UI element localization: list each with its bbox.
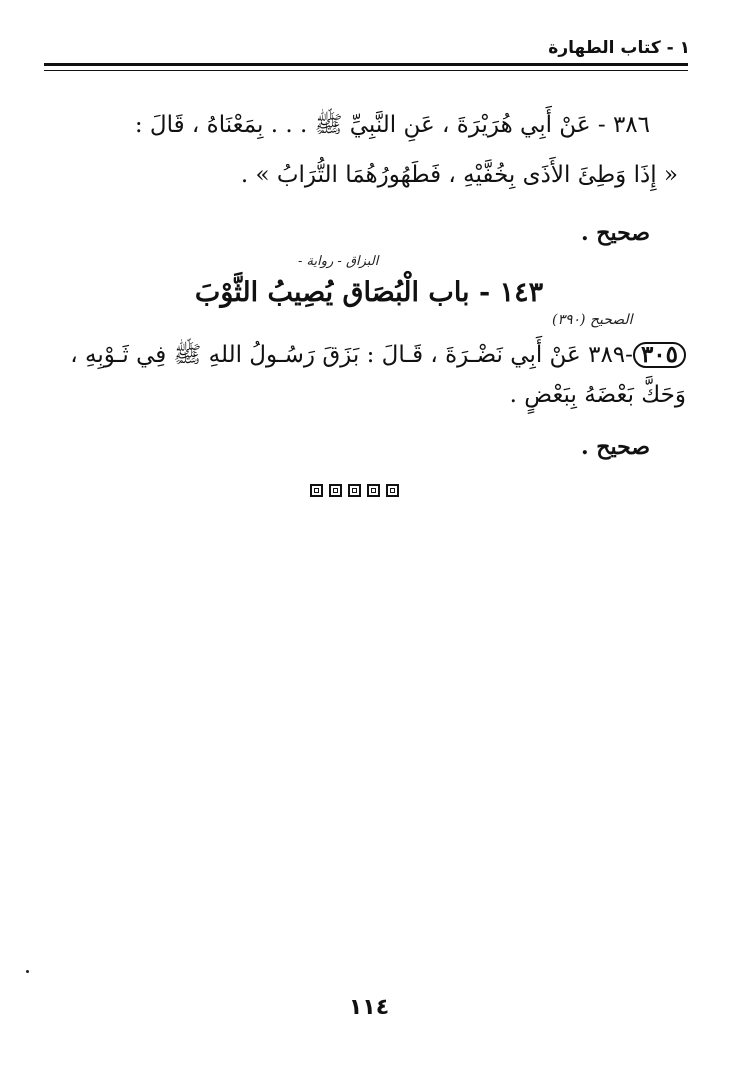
header-rule-thick — [44, 63, 688, 66]
hadith-389-line-2: وَحَكَّ بَعْضَهُ بِبَعْضٍ . — [509, 382, 686, 408]
hadith-386-line-2: « إِذَا وَطِئَ الأَذَى بِخُفَّيْهِ ، فَطَهُورُهُمَا التُّرَابُ » . — [240, 162, 678, 188]
hadith-389-circled-number: ٣٠٥ — [633, 342, 686, 368]
square-icon — [348, 484, 361, 497]
header-rule-thin — [44, 70, 688, 71]
square-icon — [367, 484, 380, 497]
square-icon — [386, 484, 399, 497]
square-icon — [329, 484, 342, 497]
five-squares-divider-icon — [310, 484, 399, 497]
hadith-389-handwritten-note: الصحيح (٣٩٠) — [552, 312, 633, 328]
chapter-handwritten-note: البزاق - رواية - — [298, 254, 379, 269]
hadith-389-line-1-text: عَنْ أَبِي نَضْـرَةَ ، قَـالَ : بَزَقَ رَسُـولُ اللهِ ﷺ فِي ثَـوْبِهِ ، — [70, 342, 581, 368]
hadith-389-line-1 — [70, 340, 686, 370]
scan-speck — [26, 970, 29, 973]
square-icon — [310, 484, 323, 497]
hadith-389-verdict: صحيح . — [580, 434, 650, 460]
hadith-389-number: -٣٨٩ — [588, 342, 633, 368]
running-header: ١ - كتاب الطهارة — [548, 38, 690, 58]
chapter-title: ١٤٣ - باب الْبُصَاق يُصِيبُ الثَّوْبَ — [194, 277, 544, 308]
page-number: ١١٤ — [348, 995, 390, 1020]
hadith-386-line-1: ٣٨٦ - عَنْ أَبِي هُرَيْرَةَ ، عَنِ النَّبِيِّ ﷺ . . . بِمَعْنَاهُ ، قَالَ : — [134, 112, 650, 138]
hadith-386-verdict: صحيح . — [580, 220, 650, 246]
